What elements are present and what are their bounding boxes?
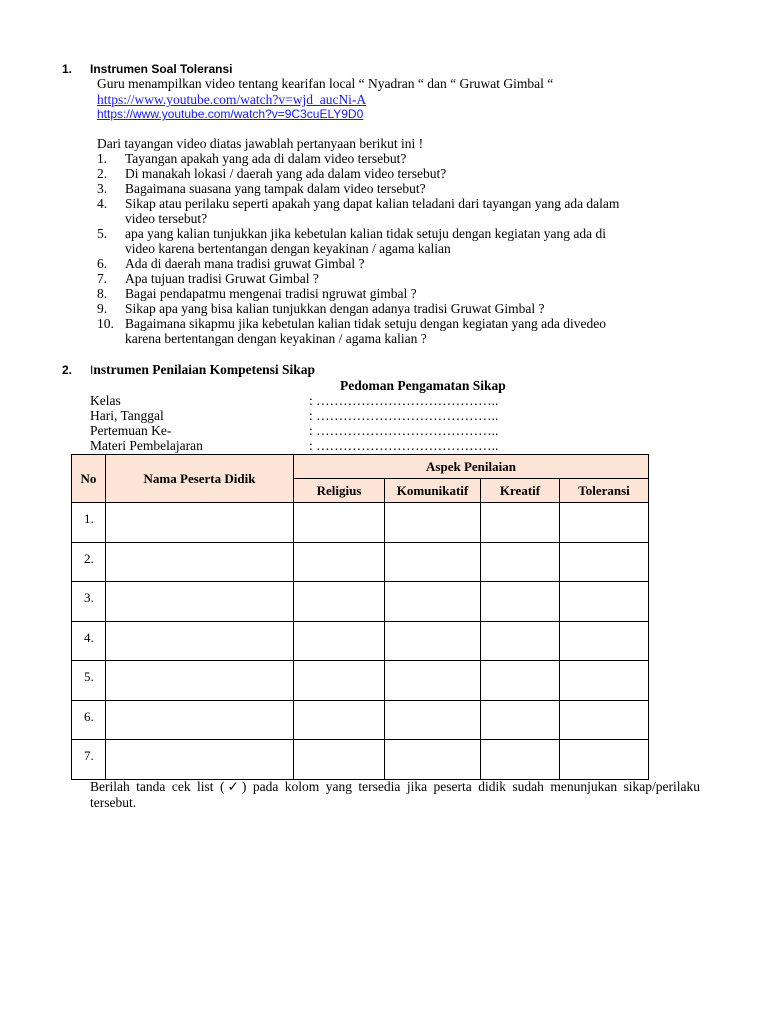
question-number: 9. bbox=[97, 301, 108, 316]
name-cell[interactable] bbox=[106, 542, 294, 582]
row-number: 5. bbox=[72, 661, 106, 701]
section2-number: 2. bbox=[62, 363, 73, 377]
kreatif-cell[interactable] bbox=[481, 542, 560, 582]
religius-cell[interactable] bbox=[294, 661, 385, 701]
table-row bbox=[72, 582, 649, 622]
col-header-aspek: Aspek Penilaian bbox=[294, 455, 649, 479]
toleransi-cell[interactable] bbox=[560, 503, 649, 543]
col-header-name: Nama Peserta Didik bbox=[106, 455, 294, 503]
field-label: Materi Pembelajaran bbox=[90, 438, 203, 453]
religius-cell[interactable] bbox=[294, 700, 385, 740]
section1-number: 1. bbox=[62, 62, 73, 76]
table-row bbox=[72, 661, 649, 701]
question-text: Tayangan apakah yang ada di dalam video tersebut? bbox=[125, 151, 407, 166]
toleransi-cell[interactable] bbox=[560, 542, 649, 582]
question-number: 10. bbox=[97, 316, 114, 331]
name-cell[interactable] bbox=[106, 700, 294, 740]
question-number: 8. bbox=[97, 286, 108, 301]
section1-intro: Guru menampilkan video tentang kearifan local “ Nyadran “ dan “ Gruwat Gimbal “ bbox=[97, 76, 554, 91]
field-value: : ………………………………….. bbox=[309, 423, 499, 438]
section2-title-prefix: I bbox=[90, 363, 94, 377]
table-row bbox=[72, 542, 649, 582]
kreatif-cell[interactable] bbox=[481, 503, 560, 543]
komunikatif-cell[interactable] bbox=[385, 740, 481, 780]
toleransi-cell[interactable] bbox=[560, 700, 649, 740]
field-label: Hari, Tanggal bbox=[90, 408, 164, 423]
toleransi-cell[interactable] bbox=[560, 740, 649, 780]
col-header-aspect: Komunikatif bbox=[385, 479, 481, 503]
section2-title bbox=[90, 362, 315, 378]
question-text: Ada di daerah mana tradisi gruwat Gimbal ? bbox=[125, 256, 365, 271]
question-text: Bagai pendapatmu mengenai tradisi ngruwat gimbal ? bbox=[125, 286, 417, 301]
table-row bbox=[72, 700, 649, 740]
komunikatif-cell[interactable] bbox=[385, 503, 481, 543]
kreatif-cell[interactable] bbox=[481, 621, 560, 661]
row-number: 4. bbox=[72, 621, 106, 661]
question-text: Apa tujuan tradisi Gruwat Gimbal ? bbox=[125, 271, 319, 286]
name-cell[interactable] bbox=[106, 661, 294, 701]
komunikatif-cell[interactable] bbox=[385, 582, 481, 622]
religius-cell[interactable] bbox=[294, 621, 385, 661]
row-number: 2. bbox=[72, 542, 106, 582]
question-number: 5. bbox=[97, 226, 108, 241]
observation-subtitle: Pedoman Pengamatan Sikap bbox=[340, 378, 506, 393]
field-label: Pertemuan Ke- bbox=[90, 423, 172, 438]
toleransi-cell[interactable] bbox=[560, 661, 649, 701]
field-value: : ………………………………….. bbox=[309, 438, 499, 453]
religius-cell[interactable] bbox=[294, 503, 385, 543]
name-cell[interactable] bbox=[106, 582, 294, 622]
col-header-no: No bbox=[72, 455, 106, 503]
instruction-note: Berilah tanda cek list (✓) pada kolom yang tersedia jika peserta didik sudah menunjukan sikap/perilaku tersebut. bbox=[90, 779, 700, 810]
question-text: Sikap atau perilaku seperti apakah yang dapat kalian teladani dari tayangan yang ada dalam bbox=[125, 196, 620, 211]
section2-title-rest: nstrumen Penilaian Kompetensi Sikap bbox=[93, 362, 315, 377]
question-number: 2. bbox=[97, 166, 108, 181]
question-number: 6. bbox=[97, 256, 108, 271]
row-number: 1. bbox=[72, 503, 106, 543]
video-link-2[interactable]: https://www.youtube.com/watch?v=9C3cuELY9D0 bbox=[97, 107, 364, 121]
komunikatif-cell[interactable] bbox=[385, 661, 481, 701]
observation-table bbox=[71, 454, 649, 780]
toleransi-cell[interactable] bbox=[560, 582, 649, 622]
question-text: Bagaimana suasana yang tampak dalam video tersebut? bbox=[125, 181, 426, 196]
komunikatif-cell[interactable] bbox=[385, 542, 481, 582]
question-text: video karena bertentangan dengan keyakinan / agama kalian bbox=[125, 241, 451, 256]
table-row bbox=[72, 503, 649, 543]
col-header-aspect: Religius bbox=[294, 479, 385, 503]
question-text: Di manakah lokasi / daerah yang ada dalam video tersebut? bbox=[125, 166, 447, 181]
kreatif-cell[interactable] bbox=[481, 700, 560, 740]
kreatif-cell[interactable] bbox=[481, 740, 560, 780]
video-link-1[interactable]: https://www.youtube.com/watch?v=wjd_aucNi-A bbox=[97, 92, 367, 107]
section1-instruction: Dari tayangan video diatas jawablah pertanyaan berikut ini ! bbox=[97, 136, 424, 151]
row-number: 6. bbox=[72, 700, 106, 740]
row-number: 7. bbox=[72, 740, 106, 780]
field-value: : ………………………………….. bbox=[309, 393, 499, 408]
komunikatif-cell[interactable] bbox=[385, 621, 481, 661]
religius-cell[interactable] bbox=[294, 582, 385, 622]
col-header-aspect: Kreatif bbox=[481, 479, 560, 503]
question-number: 4. bbox=[97, 196, 108, 211]
name-cell[interactable] bbox=[106, 621, 294, 661]
question-text: apa yang kalian tunjukkan jika kebetulan kalian tidak setuju dengan kegiatan yang ada di bbox=[125, 226, 606, 241]
field-label: Kelas bbox=[90, 393, 121, 408]
question-number: 3. bbox=[97, 181, 108, 196]
kreatif-cell[interactable] bbox=[481, 661, 560, 701]
name-cell[interactable] bbox=[106, 503, 294, 543]
col-header-aspect: Toleransi bbox=[560, 479, 649, 503]
question-text: karena bertentangan dengan keyakinan / agama kalian ? bbox=[125, 331, 427, 346]
question-text: Sikap apa yang bisa kalian tunjukkan dengan adanya tradisi Gruwat Gimbal ? bbox=[125, 301, 545, 316]
question-number: 7. bbox=[97, 271, 108, 286]
name-cell[interactable] bbox=[106, 740, 294, 780]
komunikatif-cell[interactable] bbox=[385, 700, 481, 740]
toleransi-cell[interactable] bbox=[560, 621, 649, 661]
section1-title: Instrumen Soal Toleransi bbox=[90, 62, 233, 76]
field-value: : ………………………………….. bbox=[309, 408, 499, 423]
row-number: 3. bbox=[72, 582, 106, 622]
kreatif-cell[interactable] bbox=[481, 582, 560, 622]
table-row bbox=[72, 740, 649, 780]
religius-cell[interactable] bbox=[294, 542, 385, 582]
question-number: 1. bbox=[97, 151, 108, 166]
question-text: video tersebut? bbox=[125, 211, 208, 226]
question-text: Bagaimana sikapmu jika kebetulan kalian tidak setuju dengan kegiatan yang ada divedeo bbox=[125, 316, 606, 331]
religius-cell[interactable] bbox=[294, 740, 385, 780]
table-row bbox=[72, 621, 649, 661]
